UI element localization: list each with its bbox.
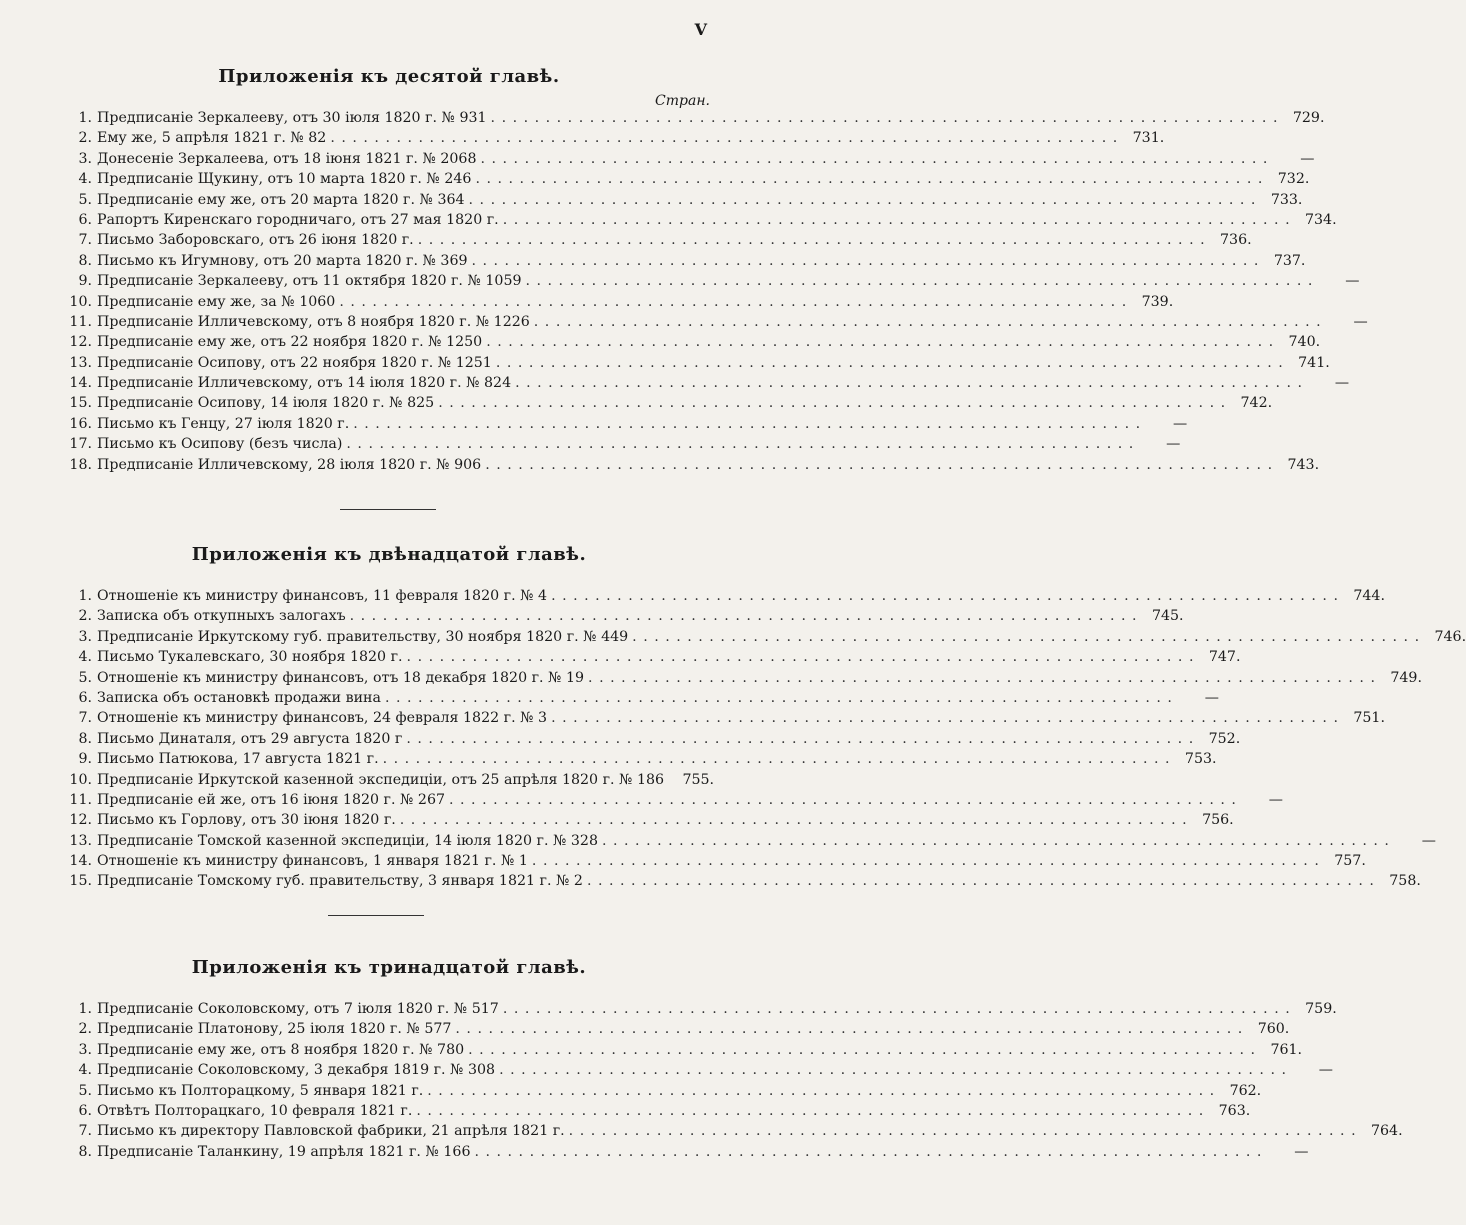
entries-list [68,588,1466,894]
entry-number: 4. [78,171,92,188]
entry-page: 756. [1202,812,1234,829]
entry-number: 3. [78,150,92,167]
entry-text: Предписаніе Иркутской казенной экспедиціи, отъ 25 апрѣля 1820 г. № 186 [97,771,665,788]
column-header: Стран. [655,93,710,109]
entry-page: 755. [682,771,715,788]
entry-text: Отношеніе къ министру финансовъ, 11 февраля 1820 г. № 4 [97,588,548,604]
entry-text: Ему же, 5 апрѣля 1821 г. № 82 [97,130,327,147]
leader-dots [353,416,1141,432]
list-item [68,1001,1337,1021]
entry-page: — [1318,1062,1333,1079]
entry-page: 741. [1298,354,1330,371]
leader-dots [330,130,1118,146]
entry-page: 739. [1141,293,1174,310]
entry-text: Рапортъ Киренскаго городничаго, отъ 27 мая 1820 г. [97,211,499,228]
section-divider [328,915,424,916]
entry-page: 745. [1151,608,1184,625]
leader-dots [481,151,1269,167]
list-item [68,191,1303,212]
leader-dots [468,1042,1256,1058]
list-item [68,608,1184,628]
entry-text: Отвѣтъ Полторацкаго, 10 февраля 1821 г. [97,1102,413,1119]
leader-dots [407,649,1195,665]
entry-text: Предписаніе Томскому губ. правительству, 3 января 1821 г. № 2 [97,873,583,890]
entry-page: 742. [1240,395,1273,412]
leader-dots [485,457,1273,473]
entry-text: Отношеніе къ министру финансовъ, 24 февраля 1822 г. № 3 [97,710,548,727]
list-item [68,730,1241,751]
list-item [68,211,1337,232]
leader-dots [532,853,1320,869]
entry-page: 764. [1370,1123,1403,1140]
list-item [68,293,1174,314]
list-item [68,771,715,792]
entry-number: 8. [78,252,92,269]
list-item [68,812,1234,832]
entry-text: Письмо къ Полторацкому, 5 января 1821 г. [97,1082,424,1099]
entry-number: 5. [78,191,92,208]
entry-number: 4. [78,649,92,666]
entries-list [68,110,1368,477]
entry-page: 757. [1334,853,1366,870]
entry-page: 761. [1270,1041,1303,1058]
list-item [68,1143,1309,1164]
list-item [68,232,1252,252]
leader-dots [526,273,1314,289]
list-item [68,669,1422,690]
leader-dots [503,212,1291,228]
list-item [68,832,1436,853]
leader-dots [416,1103,1204,1119]
entry-page: 732. [1277,171,1310,188]
list-item [68,456,1320,477]
entry-page: 747. [1208,649,1241,666]
entry-text: Письмо къ Генцу, 27 іюля 1820 г. [97,415,350,432]
entry-number: 7. [78,232,92,249]
list-item [68,110,1325,130]
list-item [68,436,1181,456]
list-item [68,313,1368,334]
entry-page: 744. [1353,588,1385,604]
leader-dots [346,436,1134,452]
list-item [68,415,1188,436]
list-item [68,1021,1290,1041]
entry-page: — [1294,1143,1309,1160]
entry-number: 1. [78,110,92,126]
leader-dots [486,334,1274,350]
entries-list [68,1001,1403,1164]
entry-page: 731. [1132,130,1165,147]
entry-number: 8. [78,730,92,747]
entry-page: 751. [1353,710,1385,727]
entry-number: 11. [69,791,92,808]
entry-page: 760. [1257,1021,1290,1038]
entry-text: Предписаніе Таланкину, 19 апрѣля 1821 г. № 166 [97,1143,471,1160]
entry-text: Записка объ остановкѣ продажи вина [97,689,381,706]
entry-text: Предписаніе ему же, отъ 22 ноября 1820 г. № 1250 [97,334,483,351]
entry-number: 10. [69,771,92,788]
entry-text: Письмо Заборовскаго, отъ 26 іюня 1820 г. [97,232,414,249]
entry-text: Письмо къ Горлову, отъ 30 іюня 1820 г. [97,812,396,829]
entry-text: Предписаніе ей же, отъ 16 іюня 1820 г. № 267 [97,791,446,808]
entry-text: Донесеніе Зеркалеева, отъ 18 іюня 1821 г. № 2068 [97,150,477,167]
entry-page: — [1421,832,1436,849]
entry-number: 2. [78,130,92,147]
entry-page: — [1334,375,1350,392]
entry-text: Предписаніе Осипову, 14 іюля 1820 г. № 825 [97,395,435,412]
entry-text: Предписаніе Соколовскому, отъ 7 іюля 1820 г. № 517 [97,1001,499,1017]
leader-dots [427,1083,1215,1099]
list-item [68,751,1217,771]
entry-page: 752. [1208,730,1241,747]
list-item [68,395,1273,415]
entry-number: 6. [78,1102,92,1119]
entry-page: 758. [1389,873,1421,890]
leader-dots [534,314,1322,330]
entry-number: 12. [69,334,92,351]
leader-dots [350,608,1138,624]
entry-number: 15. [69,395,92,412]
list-item [68,853,1366,873]
entry-text: Письмо Тукалевскаго, 30 ноября 1820 г. [97,649,403,666]
entry-number: 16. [69,415,92,432]
entry-number: 13. [69,832,92,849]
entry-number: 2. [78,1021,92,1038]
entry-page: — [1268,791,1283,808]
leader-dots [588,670,1376,686]
list-item [68,171,1310,191]
leader-dots [551,588,1339,604]
leader-dots [469,192,1257,208]
leader-dots [449,792,1237,808]
entry-text: Записка объ откупныхъ залогахъ [97,608,346,625]
section-divider [340,509,436,510]
section-title: Приложенія къ двѣнадцатой главѣ. [191,544,587,565]
list-item [68,354,1330,375]
entry-number: 8. [78,1143,92,1160]
section-title: Приложенія къ тринадцатой главѣ. [191,957,587,978]
entry-number: 11. [69,313,92,330]
leader-dots [472,253,1260,269]
entry-text: Предписаніе Илличевскому, отъ 8 ноября 1820 г. № 1226 [97,313,530,330]
entry-page: 736. [1220,232,1252,249]
leader-dots [383,751,1171,767]
list-item [68,273,1360,293]
list-item [68,130,1165,150]
entry-text: Письмо Патюкова, 17 августа 1821 г. [97,751,379,768]
entry-page: 763. [1218,1102,1251,1119]
entry-number: 14. [69,853,92,870]
entry-page: 734. [1305,211,1337,228]
section-chapter-12 [68,542,1466,894]
entry-text: Письмо къ Осипову (безъ числа) [97,436,343,453]
entry-text: Предписаніе Щукину, отъ 10 марта 1820 г. № 246 [97,171,472,188]
entry-number: 9. [78,751,92,768]
entry-number: 7. [78,710,92,727]
leader-dots [632,629,1420,645]
entry-text: Письмо Динаталя, отъ 29 августа 1820 г [97,730,403,747]
entry-text: Отношеніе къ министру финансовъ, отъ 18 декабря 1820 г. № 19 [97,669,585,686]
entry-page: — [1204,689,1219,706]
entry-text: Предписаніе Илличевскому, отъ 14 іюля 1820 г. № 824 [97,375,512,392]
entry-number: 5. [78,1082,92,1099]
list-item [68,791,1283,812]
entry-number: 17. [69,436,92,453]
entry-page: 733. [1270,191,1303,208]
entry-number: 7. [78,1123,92,1140]
leader-dots [339,294,1127,310]
leader-dots [587,873,1375,889]
list-item [68,1041,1303,1062]
entry-number: 10. [69,293,92,310]
entry-text: Предписаніе Томской казенной экспедиціи, 14 іюля 1820 г. № 328 [97,832,598,849]
leader-dots [418,232,1206,248]
list-item [68,1123,1403,1143]
entry-page: 753. [1184,751,1217,768]
list-item [68,1102,1251,1123]
leader-dots [385,690,1173,706]
entry-page: 729. [1292,110,1325,126]
entry-number: 6. [78,211,92,228]
entry-text: Отношеніе къ министру финансовъ, 1 января 1821 г. № 1 [97,853,528,870]
entry-number: 6. [78,689,92,706]
leader-dots [569,1123,1357,1139]
entry-page: — [1353,313,1368,330]
entry-number: 14. [69,375,92,392]
entry-page: — [1172,415,1188,432]
leader-dots [400,812,1188,828]
list-item [68,150,1315,171]
list-item [68,689,1219,710]
list-item [68,710,1385,730]
entry-text: Предписаніе Зеркалееву, отъ 11 октября 1820 г. № 1059 [97,273,522,290]
entry-number: 5. [78,669,92,686]
leader-dots [602,833,1390,849]
entry-text: Предписаніе ему же, за № 1060 [97,293,336,310]
entry-number: 15. [69,873,92,890]
section-chapter-10 [68,64,1368,477]
entry-text: Предписаніе Илличевскому, 28 іюля 1820 г. № 906 [97,456,482,473]
entry-number: 2. [78,608,92,625]
list-item [68,375,1350,395]
list-item [68,1082,1262,1103]
entry-text: Предписаніе Осипову, отъ 22 ноября 1820 г. № 1251 [97,354,492,371]
entry-number: 18. [69,456,92,473]
leader-dots [455,1021,1243,1037]
leader-dots [496,355,1284,371]
entry-text: Предписаніе ему же, отъ 20 марта 1820 г. № 364 [97,191,465,208]
entry-text: Письмо къ Игумнову, отъ 20 марта 1820 г. № 369 [97,252,468,269]
entry-page: 762. [1229,1082,1262,1099]
entry-number: 4. [78,1062,92,1079]
entry-text: Предписаніе ему же, отъ 8 ноября 1820 г. № 780 [97,1041,465,1058]
entry-page: 740. [1288,334,1321,351]
entry-number: 3. [78,1041,92,1058]
entry-text: Предписаніе Зеркалееву, отъ 30 іюля 1820 г. № 931 [97,110,487,126]
page-number: V [694,20,707,39]
list-item [68,252,1306,273]
list-item [68,1062,1333,1082]
section-chapter-13 [68,955,1403,1164]
entry-page: — [1345,273,1360,290]
entry-text: Предписаніе Платонову, 25 іюля 1820 г. № 577 [97,1021,452,1038]
entry-page: 737. [1273,252,1306,269]
list-item [68,649,1241,669]
leader-dots [499,1062,1287,1078]
leader-dots [406,731,1194,747]
leader-dots [474,1144,1262,1160]
list-item [68,873,1421,893]
entry-page: 743. [1287,456,1320,473]
entry-number: 9. [78,273,92,290]
entry-page: 759. [1305,1001,1337,1017]
leader-dots [438,395,1226,411]
entry-number: 1. [78,1001,92,1017]
entry-number: 3. [78,628,92,645]
leader-dots [551,710,1339,726]
entry-text: Письмо къ директору Павловской фабрики, 21 апрѣля 1821 г. [97,1123,565,1140]
leader-dots [503,1001,1291,1017]
leader-dots [515,375,1303,391]
entry-page: 749. [1390,669,1422,686]
list-item [68,628,1466,649]
list-item [68,334,1321,354]
list-item [68,588,1385,608]
entry-page: 746. [1434,628,1466,645]
section-title: Приложенія къ десятой главѣ. [218,66,560,87]
entry-page: — [1300,150,1315,167]
entry-text: Предписаніе Иркутскому губ. правительству, 30 ноября 1820 г. № 449 [97,628,629,645]
leader-dots [491,110,1279,126]
entry-number: 12. [69,812,92,829]
entry-number: 13. [69,354,92,371]
leader-dots [475,171,1263,187]
entry-text: Предписаніе Соколовскому, 3 декабря 1819 г. № 308 [97,1062,496,1079]
entry-number: 1. [78,588,92,604]
entry-page: — [1166,436,1181,453]
